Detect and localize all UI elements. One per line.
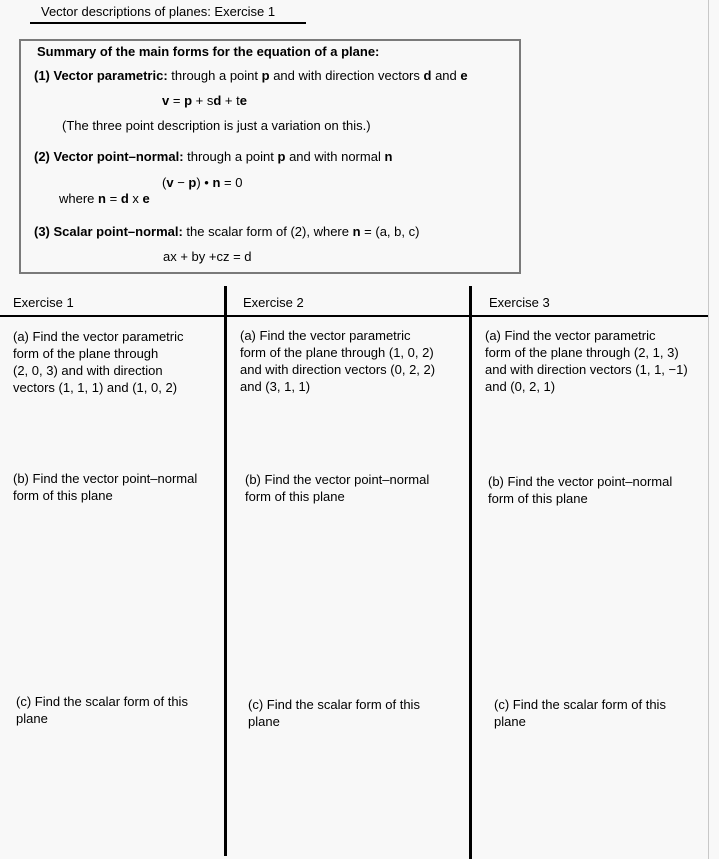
exercise-2-part-b: (b) Find the vector point–normal form of this plane — [245, 472, 430, 504]
form3-label: (3) Scalar point–normal: — [34, 224, 183, 239]
table-header-rule — [0, 315, 709, 317]
form2-line: (2) Vector point–normal: through a point p and with normal n — [34, 149, 393, 164]
exercise-3-part-b: (b) Find the vector point–normal form of this plane — [488, 474, 673, 506]
title-underline — [30, 22, 306, 24]
page-title: Vector descriptions of planes: Exercise 1 — [41, 4, 276, 19]
form1-equation: v = p + sd + te — [162, 93, 247, 108]
column-divider-2 — [469, 286, 472, 859]
form1-line: (1) Vector parametric: through a point p and with direction vectors d and e — [34, 68, 468, 83]
form2-label: (2) Vector point–normal: — [34, 149, 184, 164]
form1-label: (1) Vector parametric: — [34, 68, 168, 83]
form2-equation: (v − p) • n = 0 — [162, 175, 243, 190]
page-right-edge — [708, 0, 709, 859]
exercise-1-part-c: (c) Find the scalar form of this plane — [16, 694, 188, 726]
exercise-3-part-c: (c) Find the scalar form of this plane — [494, 697, 666, 729]
exercise-3-part-a: (a) Find the vector parametric form of the plane through (2, 1, 3) and with direction vectors (1, 1, −1) and (0, 2, 1) — [485, 328, 688, 394]
exercise-3-header: Exercise 3 — [489, 295, 550, 310]
exercise-1-header: Exercise 1 — [13, 295, 74, 310]
form2-where: where n = d x e — [59, 191, 150, 206]
summary-heading: Summary of the main forms for the equation of a plane: — [37, 44, 380, 59]
exercise-2-part-c: (c) Find the scalar form of this plane — [248, 697, 420, 729]
exercise-2-part-a: (a) Find the vector parametric form of the plane through (1, 0, 2) and with direction vectors (0, 2, 2) and (3, 1, 1) — [240, 328, 436, 394]
form3-equation: ax + by +cz = d — [163, 249, 252, 264]
form1-note: (The three point description is just a variation on this.) — [62, 118, 371, 133]
exercise-2-header: Exercise 2 — [243, 295, 304, 310]
exercise-1-part-a: (a) Find the vector parametric form of the plane through (2, 0, 3) and with direction vectors (1, 1, 1) and (1, 0, 2) — [13, 329, 184, 395]
exercise-1-part-b: (b) Find the vector point–normal form of this plane — [13, 471, 198, 503]
form3-line: (3) Scalar point–normal: the scalar form of (2), where n = (a, b, c) — [34, 224, 420, 239]
column-divider-1 — [224, 286, 227, 856]
